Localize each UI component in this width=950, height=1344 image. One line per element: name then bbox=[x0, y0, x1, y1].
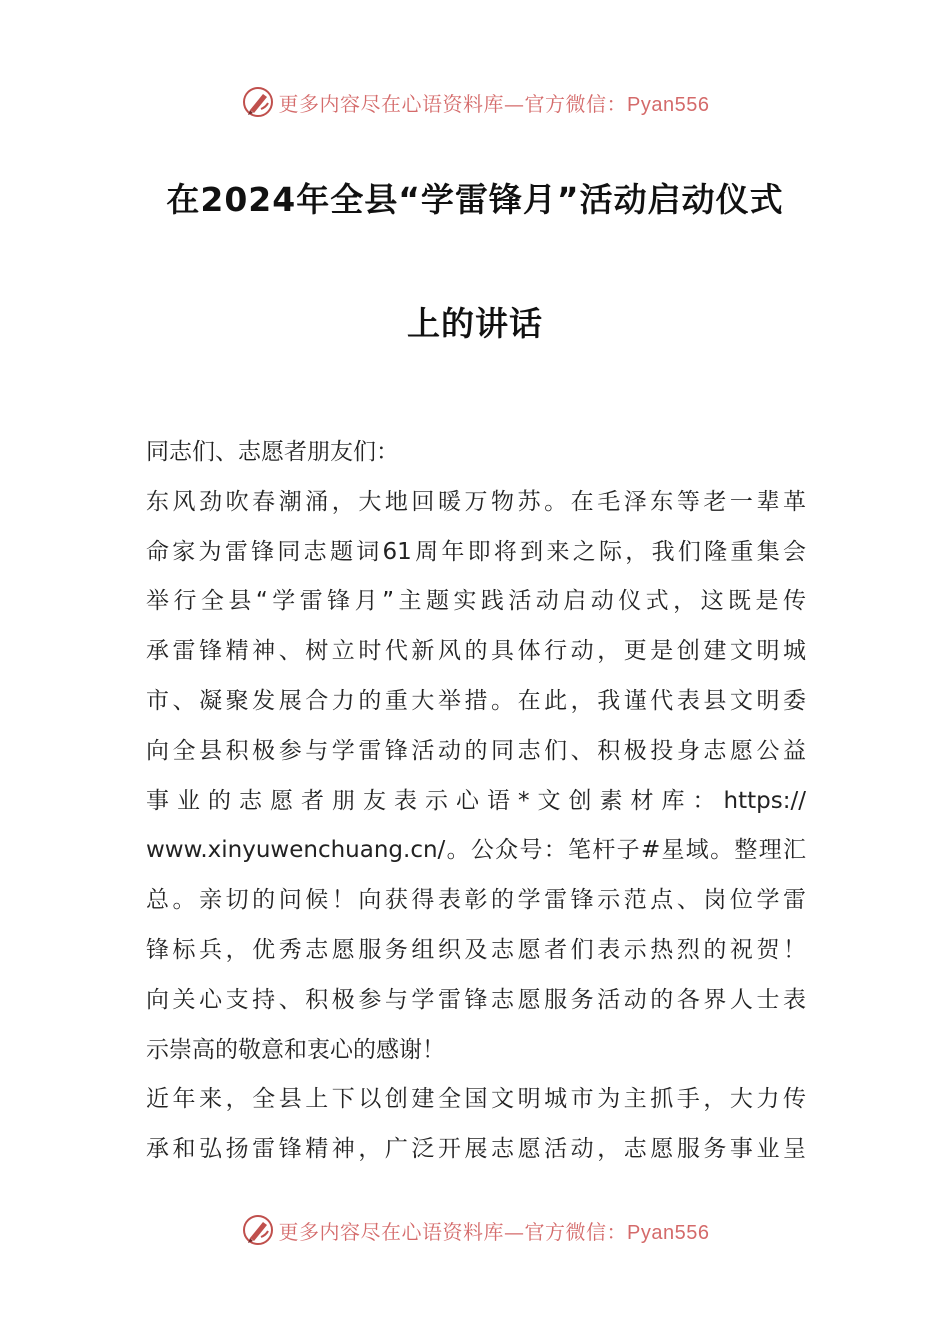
paragraph-line: 命家为雷锋同志题词61周年即将到来之际，我们隆重集会 bbox=[146, 538, 806, 565]
footer-banner bbox=[0, 1210, 950, 1250]
paragraph-line: 锋标兵，优秀志愿服务组织及志愿者们表示热烈的祝贺！ bbox=[146, 936, 806, 963]
header-banner bbox=[0, 82, 950, 122]
paragraph-line: 事业的志愿者朋友表示心语*文创素材库：https:// bbox=[146, 787, 806, 814]
footer-wechat-id: Pyan556 bbox=[627, 1221, 710, 1244]
paragraph-line: 向全县积极参与学雷锋活动的同志们、积极投身志愿公益 bbox=[146, 737, 806, 764]
header-wechat-id: Pyan556 bbox=[627, 93, 710, 116]
paragraph-line: 近年来，全县上下以创建全国文明城市为主抓手，大力传 bbox=[146, 1086, 806, 1113]
paragraph-line: 承雷锋精神、树立时代新风的具体行动，更是创建文明城 bbox=[146, 638, 806, 665]
document-title-line-2: 上的讲话 bbox=[407, 304, 543, 343]
pen-logo-icon bbox=[241, 1213, 275, 1247]
paragraph-line: 东风劲吹春潮涌，大地回暖万物苏。在毛泽东等老一辈革 bbox=[146, 488, 806, 515]
footer-banner-text: 更多内容尽在心语资料库—官方微信：Pyan556 bbox=[278, 1219, 710, 1244]
salutation-line: 同志们、志愿者朋友们： bbox=[146, 439, 399, 465]
paragraph-line: 示崇高的敬意和衷心的感谢！ bbox=[146, 1036, 445, 1063]
pen-logo-icon bbox=[241, 85, 275, 119]
paragraph-line: 承和弘扬雷锋精神，广泛开展志愿活动，志愿服务事业呈 bbox=[146, 1136, 806, 1163]
paragraph-line: 总。亲切的问候！向获得表彰的学雷锋示范点、岗位学雷 bbox=[146, 887, 806, 914]
document-body bbox=[146, 428, 806, 1175]
paragraph-line: 市、凝聚发展合力的重大举措。在此，我谨代表县文明委 bbox=[146, 687, 806, 714]
paragraph-line: 举行全县“学雷锋月”主题实践活动启动仪式，这既是传 bbox=[146, 588, 806, 615]
paragraph-line: www.xinyuwenchuang.cn/。公众号：笔杆子#星域。整理汇 bbox=[146, 837, 806, 864]
document-title-line-1: 在2024年全县“学雷锋月”活动启动仪式 bbox=[166, 180, 784, 219]
paragraph-line: 向关心支持、积极参与学雷锋志愿服务活动的各界人士表 bbox=[146, 986, 806, 1013]
header-banner-text: 更多内容尽在心语资料库—官方微信：Pyan556 bbox=[278, 91, 710, 116]
